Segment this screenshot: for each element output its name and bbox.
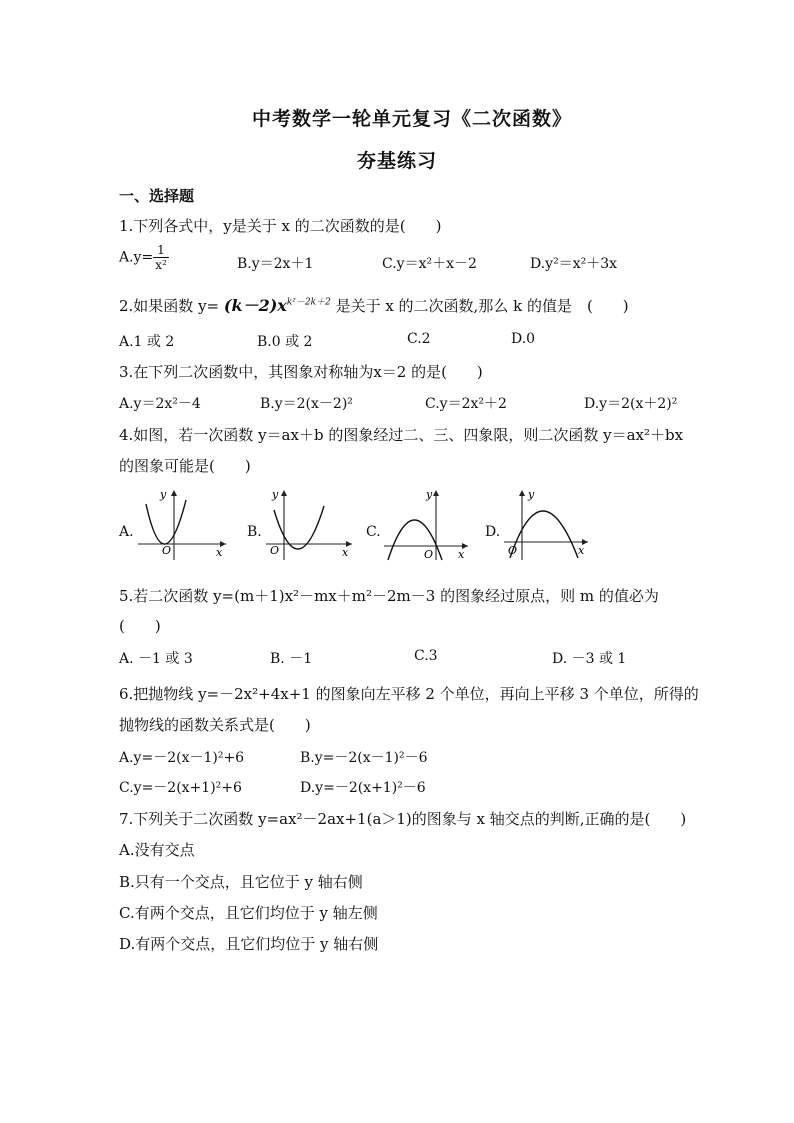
q2-math-base: (k－2)x	[223, 296, 287, 315]
q5-stem-line2: ( )	[119, 617, 161, 635]
q1-fraction-denominator: x²	[155, 258, 167, 272]
q6-stem-line1: 6.把抛物线 y=－2x²+4x+1 的图象向左平移 2 个单位，再向上平移 3 个单位，所得的	[119, 685, 699, 703]
y-arrow-icon	[281, 490, 287, 496]
q2-option-d: D.0	[511, 331, 536, 347]
q2-option-c: C.2	[407, 331, 431, 347]
q1-fraction-numerator: 1	[153, 243, 169, 258]
q4-graph-a	[134, 486, 230, 562]
q4-stem-line2: 的图象可能是( )	[119, 457, 251, 475]
q2-math-exponent: k²－2k＋2	[286, 297, 331, 308]
y-arrow-icon	[519, 490, 525, 496]
page-title: 中考数学一轮单元复习《二次函数》	[252, 108, 573, 130]
q3-stem: 3.在下列二次函数中，其图象对称轴为x＝2 的是( )	[119, 363, 483, 381]
q7-stem: 7.下列关于二次函数 y=ax²－2ax+1(a＞1)的图象与 x 轴交点的判断,正确的是( )	[119, 810, 687, 828]
origin-label: O	[508, 544, 518, 557]
q4-stem-line1: 4.如图，若一次函数 y＝ax＋b 的图象经过二、三、四象限，则二次函数 y＝ax²＋bx	[119, 426, 684, 444]
q5-option-c: C.3	[414, 648, 438, 664]
x-label: x	[458, 548, 465, 561]
q6-option-b: B.y=－2(x－1)²－6	[300, 750, 428, 766]
q6-option-a: A.y=－2(x－1)²+6	[119, 750, 245, 766]
q3-option-d: D.y＝2(x＋2)²	[584, 396, 678, 412]
q4-label-c: C.	[366, 524, 381, 540]
q5-option-b: B. －1	[270, 651, 313, 667]
q1-option-a-prefix: A.y=	[119, 249, 154, 266]
parabola-b	[274, 506, 324, 549]
q1-option-c: C.y＝x²＋x－2	[382, 256, 477, 272]
y-label: y	[160, 488, 167, 501]
q3-option-b: B.y＝2(x－2)²	[260, 396, 353, 412]
q7-option-c: C.有两个交点，且它们均位于 y 轴左侧	[119, 904, 378, 922]
q2-suffix: 是关于 x 的二次函数,那么 k 的值是 ( )	[335, 297, 629, 315]
q6-option-c: C.y=－2(x+1)²+6	[119, 780, 242, 796]
q3-option-a: A.y＝2x²－4	[119, 396, 201, 412]
y-arrow-icon	[433, 490, 439, 496]
q4-graph-b	[262, 486, 358, 562]
q4-label-b: B.	[247, 524, 262, 540]
x-label: x	[578, 544, 585, 557]
q2-stem	[119, 293, 629, 316]
q4-graph-d	[500, 486, 596, 562]
parabola-a	[146, 500, 186, 544]
origin-label: O	[424, 548, 434, 561]
q1-stem: 1.下列各式中，y是关于 x 的二次函数的是( )	[119, 217, 442, 235]
q5-option-d: D. －3 或 1	[552, 651, 627, 667]
parabola-c	[388, 520, 442, 560]
q4-graph-c	[380, 486, 476, 562]
y-label: y	[528, 488, 535, 501]
q1-option-a-fraction	[153, 243, 169, 272]
x-label: x	[342, 546, 349, 559]
q2-option-b: B.0 或 2	[257, 334, 313, 350]
x-label: x	[216, 546, 223, 559]
y-arrow-icon	[171, 490, 177, 496]
q1-option-b: B.y＝2x＋1	[237, 256, 314, 272]
q5-option-a: A. －1 或 3	[119, 651, 193, 667]
section-heading: 一、选择题	[119, 187, 195, 205]
q7-option-b: B.只有一个交点，且它位于 y 轴右侧	[119, 873, 363, 891]
q4-label-a: A.	[119, 524, 134, 540]
q2-math-expression	[224, 296, 331, 315]
q7-option-d: D.有两个交点，且它们均位于 y 轴右侧	[119, 935, 379, 953]
q4-label-d: D.	[485, 524, 501, 540]
q2-prefix: 2.如果函数 y=	[119, 297, 220, 315]
q5-stem-line1: 5.若二次函数 y=(m＋1)x²－mx＋m²－2m－3 的图象经过原点，则 m 的值必为	[119, 587, 659, 605]
y-label: y	[426, 488, 433, 501]
y-label: y	[272, 488, 279, 501]
q1-option-a	[119, 243, 169, 272]
q6-stem-line2: 抛物线的函数关系式是( )	[119, 716, 311, 734]
q1-option-d: D.y²＝x²＋3x	[530, 256, 618, 272]
parabola-d	[510, 511, 578, 558]
q2-option-a: A.1 或 2	[119, 334, 175, 350]
q3-option-c: C.y＝2x²＋2	[425, 396, 507, 412]
q6-option-d: D.y=－2(x+1)²－6	[300, 780, 426, 796]
origin-label: O	[270, 544, 280, 557]
origin-label: O	[162, 544, 172, 557]
page-subtitle: 夯基练习	[357, 150, 438, 172]
q7-option-a: A.没有交点	[119, 841, 195, 859]
